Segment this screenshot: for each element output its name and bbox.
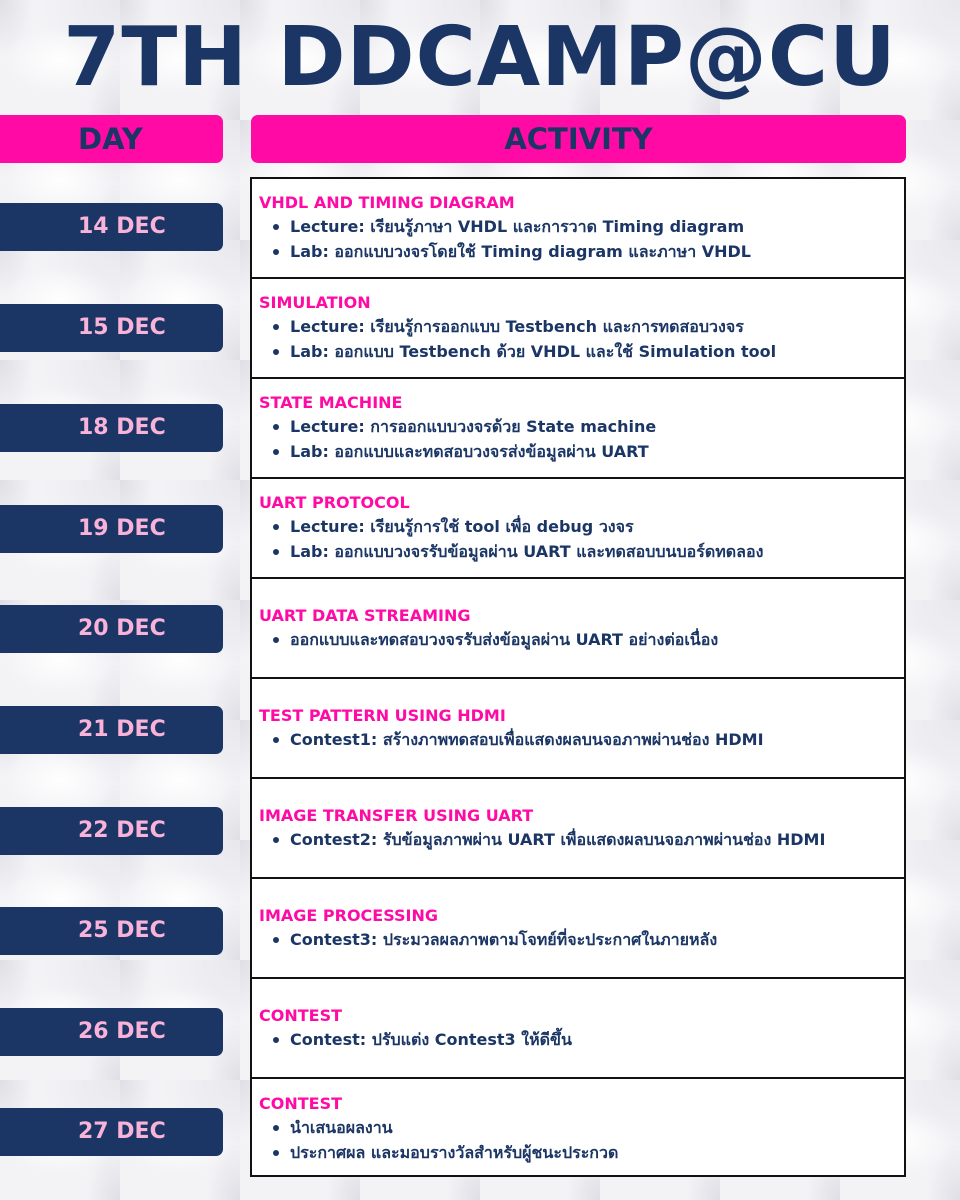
day-label: 18 DEC xyxy=(0,404,223,452)
day-column-header: DAY xyxy=(0,115,223,163)
day-label: 19 DEC xyxy=(0,505,223,553)
day-label: 15 DEC xyxy=(0,304,223,352)
activity-list xyxy=(259,627,898,652)
day-label: 20 DEC xyxy=(0,605,223,653)
activity-list xyxy=(259,927,898,952)
activity-list xyxy=(259,827,898,852)
activity-row xyxy=(252,679,904,779)
activity-list xyxy=(259,1027,898,1052)
activity-item: Lab: ออกแบบ Testbench ด้วย VHDL และใช้ Simulation tool xyxy=(259,339,898,364)
activity-item: Contest1: สร้างภาพทดสอบเพื่อแสดงผลบนจอภาพผ่านช่อง HDMI xyxy=(259,727,898,752)
activity-title: UART PROTOCOL xyxy=(259,493,410,512)
activity-item: Lecture: เรียนรู้การออกแบบ Testbench และการทดสอบวงจร xyxy=(259,314,898,339)
day-label: 25 DEC xyxy=(0,907,223,955)
activity-title: CONTEST xyxy=(259,1094,343,1113)
activity-row xyxy=(252,479,904,579)
day-label: 26 DEC xyxy=(0,1008,223,1056)
activity-title: STATE MACHINE xyxy=(259,393,403,412)
activity-item: Contest2: รับข้อมูลภาพผ่าน UART เพื่อแสดงผลบนจอภาพผ่านช่อง HDMI xyxy=(259,827,898,852)
activity-item: ประกาศผล และมอบรางวัลสำหรับผู้ชนะประกวด xyxy=(259,1140,898,1165)
activity-title: TEST PATTERN USING HDMI xyxy=(259,705,506,725)
activity-title: VHDL AND TIMING DIAGRAM xyxy=(259,193,515,212)
activity-list xyxy=(259,314,898,364)
activity-item: Contest: ปรับแต่ง Contest3 ให้ดีขึ้น xyxy=(259,1027,898,1052)
activity-table xyxy=(250,177,906,1177)
activity-row xyxy=(252,979,904,1079)
activity-item: Lecture: เรียนรู้ภาษา VHDL และการวาด Timing diagram xyxy=(259,214,898,239)
activity-row xyxy=(252,579,904,679)
activity-title: UART DATA STREAMING xyxy=(259,605,471,625)
day-label: 22 DEC xyxy=(0,807,223,855)
activity-title: SIMULATION xyxy=(259,293,371,312)
day-label: 27 DEC xyxy=(0,1108,223,1156)
activity-row xyxy=(252,179,904,279)
activity-title: IMAGE TRANSFER USING UART xyxy=(259,805,534,825)
page-title: 7TH DDCAMP@CU xyxy=(63,10,897,105)
activity-list xyxy=(259,214,898,264)
day-label: 21 DEC xyxy=(0,706,223,754)
activity-list xyxy=(259,514,898,564)
activity-list xyxy=(259,1115,898,1165)
activity-item: Lecture: การออกแบบวงจรด้วย State machine xyxy=(259,414,898,439)
activity-item: ออกแบบและทดสอบวงจรรับส่งข้อมูลผ่าน UART อย่างต่อเนื่อง xyxy=(259,627,898,652)
activity-item: Lab: ออกแบบวงจรรับข้อมูลผ่าน UART และทดสอบบนบอร์ดทดลอง xyxy=(259,539,898,564)
activity-row xyxy=(252,1079,904,1179)
day-label: 14 DEC xyxy=(0,203,223,251)
activity-item: Contest3: ประมวลผลภาพตามโจทย์ที่จะประกาศในภายหลัง xyxy=(259,927,898,952)
activity-row xyxy=(252,879,904,979)
activity-row xyxy=(252,779,904,879)
activity-list xyxy=(259,727,898,752)
activity-item: นำเสนอผลงาน xyxy=(259,1115,898,1140)
activity-title: CONTEST xyxy=(259,1005,343,1025)
activity-title: IMAGE PROCESSING xyxy=(259,905,439,925)
activity-item: Lab: ออกแบบวงจรโดยใช้ Timing diagram และภาษา VHDL xyxy=(259,239,898,264)
activity-list xyxy=(259,414,898,464)
activity-row xyxy=(252,379,904,479)
activity-item: Lecture: เรียนรู้การใช้ tool เพื่อ debug วงจร xyxy=(259,514,898,539)
activity-item: Lab: ออกแบบและทดสอบวงจรส่งข้อมูลผ่าน UART xyxy=(259,439,898,464)
activity-row xyxy=(252,279,904,379)
activity-column-header: ACTIVITY xyxy=(251,115,906,163)
